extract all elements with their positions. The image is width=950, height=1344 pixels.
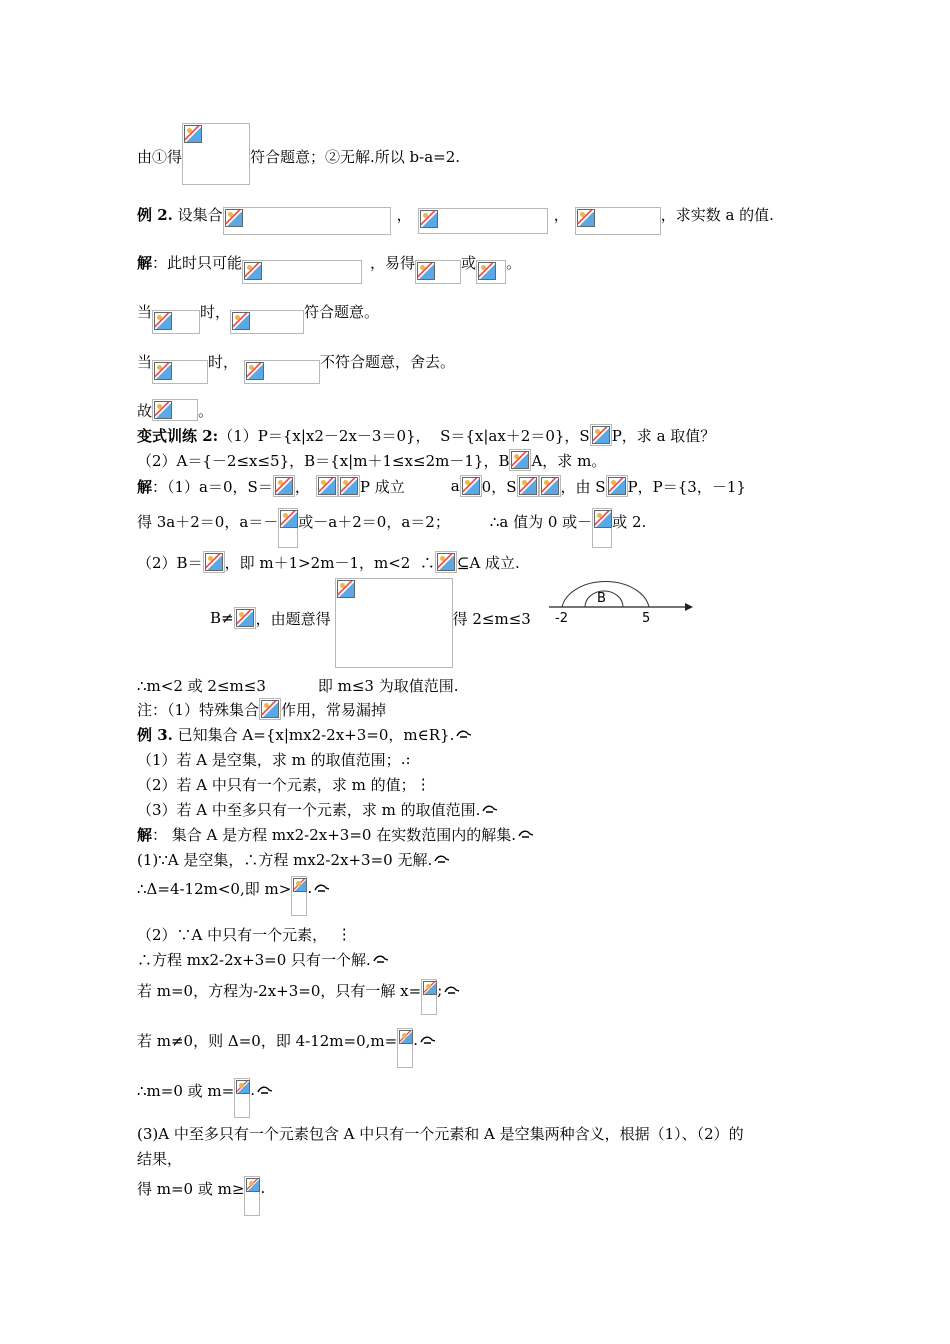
formula-image [509, 449, 531, 471]
text-line [137, 448, 606, 472]
formula-image [203, 551, 225, 573]
formula-image [152, 399, 198, 421]
text: （1）若 A 是空集，求 m 的取值范围； [137, 750, 401, 769]
text: （2）∵A 中只有一个元素， [137, 925, 328, 944]
formula-image [273, 475, 295, 497]
text: 或－a＋2＝0，a＝2； [298, 512, 450, 531]
mark-dots: ⋮ [327, 925, 352, 943]
formula-image [397, 1028, 413, 1068]
text: ∴m<2 或 2≤m≤3 [137, 676, 266, 695]
text: 若 m=0，方程为-2x+3=0，只有一解 x= [137, 981, 422, 1000]
text: 符合题意；②无解.所以 b-a=2. [250, 147, 461, 166]
mark-icon [444, 984, 460, 996]
mark-icon [434, 853, 450, 865]
formula-image [415, 260, 461, 284]
text: ⊆A 成立. [456, 553, 520, 572]
formula-image [421, 979, 437, 1015]
text: (1)∵A 是空集，∴方程 mx2-2x+3=0 无解. [137, 850, 433, 869]
text-line [137, 876, 330, 900]
text: 得 m=0 或 m≥ [137, 1179, 245, 1198]
text-line [137, 1146, 182, 1170]
section-label: 变式训练 2: [137, 426, 219, 445]
example-label: 例 3. [137, 725, 173, 744]
formula-image [152, 310, 200, 334]
text: . [260, 1179, 266, 1197]
text: 或 [461, 253, 477, 272]
formula-image [182, 123, 250, 185]
text: 0，S [481, 477, 517, 496]
solution-label: 解 [137, 825, 153, 844]
formula-image [234, 607, 256, 629]
text: ，易得 [370, 253, 416, 272]
text: （2）若 A 中只有一个元素，求 m 的值； [137, 775, 416, 794]
text: 设集合 [172, 205, 223, 224]
text: 时， [200, 302, 231, 321]
text-line [137, 1028, 436, 1052]
formula-image [152, 360, 208, 384]
formula-image [230, 310, 304, 334]
mark-icon [373, 953, 389, 965]
text: （3）若 A 中至多只有一个元素，求 m 的取值范围. [137, 800, 481, 819]
text: 由①得 [137, 147, 183, 166]
text: 当 [137, 352, 153, 371]
mark-icon [456, 728, 472, 740]
text: ，由题意得 [255, 609, 331, 628]
text: . [307, 879, 313, 897]
text: ，求实数 a 的值. [660, 205, 774, 224]
text: ， [396, 205, 412, 224]
formula-image [316, 475, 338, 497]
text-line [137, 398, 213, 422]
text-line [137, 144, 460, 168]
text-line [137, 797, 498, 821]
text: （2）A＝{－2≤x≤5}，B＝{x|m＋1≤x≤2m－1}，B [137, 451, 510, 470]
text: ： 集合 A 是方程 mx2-2x+3=0 在实数范围内的解集. [152, 825, 516, 844]
formula-image [418, 208, 548, 234]
text: (3)A 中至多只有一个元素包含 A 中只有一个元素和 A 是空集两种含义，根据（1）、（2）的 [137, 1124, 744, 1143]
formula-image [590, 424, 612, 446]
formula-image [517, 475, 539, 497]
mark-icon [518, 828, 534, 840]
tick-label: -2 [555, 611, 568, 626]
text: 若 m≠0，则 Δ=0，即 4-12m=0,m= [137, 1031, 398, 1050]
set-label: B [597, 591, 606, 606]
formula-image [539, 475, 561, 497]
text-line [137, 250, 521, 274]
formula-image [291, 876, 307, 916]
formula-image [242, 260, 362, 284]
text: ; [437, 981, 443, 999]
text: 已知集合 A={x|mx2-2x+3=0，m∈R}. [172, 725, 455, 744]
text: 注：（1）特殊集合 [137, 700, 260, 719]
formula-image [606, 475, 628, 497]
text-line [137, 423, 715, 447]
formula-image [234, 1078, 250, 1118]
text: ，即 m＋1>2m－1，m<2 ∴ [224, 553, 435, 572]
formula-image [338, 475, 360, 497]
solution-label: 解 [137, 253, 153, 272]
text: 结果， [137, 1149, 183, 1168]
text: 时， [208, 352, 239, 371]
text: . [250, 1081, 255, 1099]
formula-image [575, 207, 661, 235]
text: ∴a 值为 0 或－ [489, 512, 593, 531]
text: 即 m≤3 为取值范围. [317, 676, 459, 695]
text-line [137, 349, 455, 373]
formula-image [244, 1176, 260, 1216]
text: A，求 m。 [531, 451, 607, 470]
text-line [137, 947, 389, 971]
text-line [137, 922, 352, 946]
text: 。 [506, 253, 522, 272]
text: P 成立 [359, 477, 405, 496]
text-line [210, 606, 531, 630]
text: ∴m=0 或 m= [137, 1081, 235, 1100]
mark-icon [482, 803, 498, 815]
mark-icon [420, 1034, 436, 1046]
tick-label: 5 [642, 611, 651, 626]
text: （2）B＝ [137, 553, 203, 572]
text-line [137, 1078, 273, 1102]
formula-image [460, 475, 482, 497]
text: 得 3a＋2＝0，a＝－ [137, 512, 279, 531]
text-line [137, 697, 386, 721]
text: ，由 S [560, 477, 606, 496]
number-line-diagram [547, 570, 697, 630]
text: ∴Δ=4-12m<0,即 m> [137, 879, 292, 898]
mark-icon [257, 1084, 273, 1096]
text-line [137, 474, 746, 498]
text: B≠ [210, 609, 234, 627]
text-line [137, 673, 459, 697]
text: ：（1）a＝0，S＝ [152, 477, 273, 496]
example-label: 例 2. [137, 205, 173, 224]
formula-image [435, 551, 457, 573]
text-line [137, 722, 472, 746]
mark-icon [314, 882, 330, 894]
text: 作用，常易漏掉 [281, 700, 387, 719]
formula-image [223, 207, 391, 235]
text-line [137, 822, 534, 846]
text-line [137, 747, 411, 771]
text-line [137, 550, 520, 574]
text: （1）P＝{x|x2－2x－3＝0}， S＝{x|ax＋2＝0}，S [218, 426, 590, 445]
formula-image [244, 360, 320, 384]
text: 故 [137, 401, 153, 420]
formula-image [259, 698, 281, 720]
text: 或 2. [612, 512, 647, 531]
text: 。 [198, 401, 214, 420]
text: ， [553, 205, 569, 224]
text: 当 [137, 302, 153, 321]
formula-image [278, 508, 298, 548]
text: 不符合题意，舍去。 [320, 352, 456, 371]
text: P，P＝{3，－1} [627, 477, 746, 496]
text-line [137, 772, 431, 796]
text: P，求 a 取值？ [611, 426, 716, 445]
text-line [137, 202, 774, 226]
text: 得 2≤m≤3 [452, 609, 531, 628]
mark-dots: ⋮ [415, 775, 431, 793]
mark-dots: .: [400, 750, 411, 768]
text-line [137, 509, 646, 533]
solution-label: 解 [137, 477, 153, 496]
text-line [137, 847, 450, 871]
text-line [137, 1176, 265, 1200]
text: . [413, 1031, 418, 1049]
formula-image [335, 578, 453, 668]
text-line [137, 978, 460, 1002]
text: ：此时只可能 [152, 253, 243, 272]
text-line [137, 1121, 744, 1145]
formula-image [476, 260, 506, 284]
text: ∴方程 mx2-2x+3=0 只有一个解. [137, 950, 371, 969]
formula-image [592, 508, 612, 548]
text: a [450, 477, 460, 495]
text: 符合题意。 [304, 302, 380, 321]
text: ， [294, 477, 310, 496]
text-line [137, 299, 379, 323]
